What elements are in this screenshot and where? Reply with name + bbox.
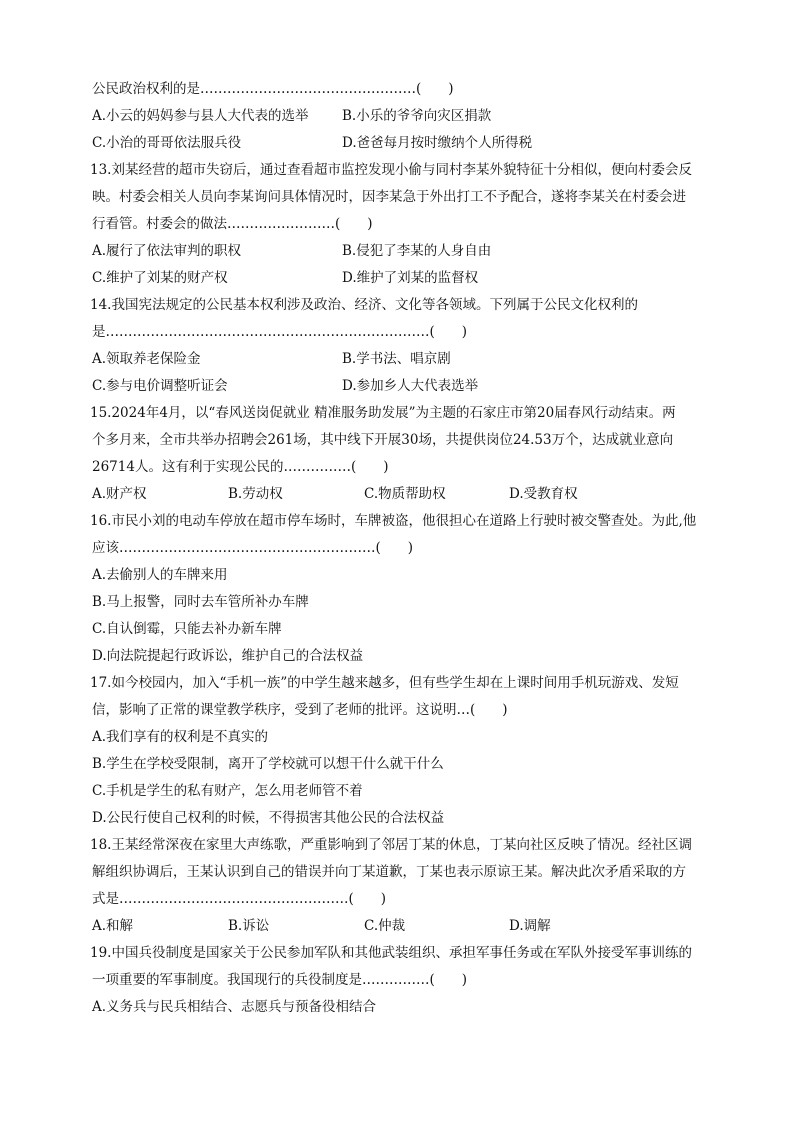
q13-option-d: D.维护了刘某的监督权	[342, 270, 479, 286]
q15-stem-line-3: 26714人。这有利于实现公民的……………( )	[92, 459, 389, 475]
q12-stem: 公民政治权利的是…………………………………………( )	[92, 81, 454, 97]
q17-option-b: B.学生在学校受限制，离开了学校就可以想干什么就干什么	[92, 756, 444, 772]
q13-stem-line-2: 映。村委会相关人员向李某询问具体情况时，因李某急于外出打工不予配合，遂将李某关在村委会进	[92, 189, 686, 205]
q19-stem-line-1: 19.中国兵役制度是国家关于公民参加军队和其他武装组织、承担军事任务或在军队外接受军事训练的	[90, 945, 692, 961]
q15-stem-line-2: 个多月来，全市共举办招聘会261场，其中线下开展30场，共提供岗位24.53万个，达成就业意向	[92, 432, 674, 448]
q19-option-a: A.义务兵与民兵相结合、志愿兵与预备役相结合	[92, 999, 377, 1015]
q18-option-a: A.和解	[92, 918, 134, 934]
q13-stem-line-3: 行看管。村委会的做法……………………( )	[92, 216, 373, 232]
q15-option-b: B.劳动权	[228, 486, 283, 502]
q16-option-d: D.向法院提起行政诉讼，维护自己的合法权益	[92, 648, 364, 664]
q13-stem-line-1: 13.刘某经营的超市失窃后，通过查看超市监控发现小偷与同村李某外貌特征十分相似，便向村委会反	[90, 162, 692, 178]
q14-stem-line-1: 14.我国宪法规定的公民基本权利涉及政治、经济、文化等各领域。下列属于公民文化权利的	[90, 297, 638, 313]
q17-option-c: C.手机是学生的私有财产，怎么用老师管不着	[92, 783, 363, 799]
q14-option-c: C.参与电价调整听证会	[92, 378, 228, 394]
q18-option-b: B.诉讼	[228, 918, 270, 934]
q14-option-b: B.学书法、唱京剧	[342, 351, 451, 367]
q17-option-d: D.公民行使自己权利的时候，不得损害其他公民的合法权益	[92, 810, 445, 826]
q17-option-a: A.我们享有的权利是不真实的	[92, 729, 269, 745]
q17-stem-line-1: 17.如今校园内，加入“手机一族”的中学生越来越多，但有些学生却在上课时间用手机玩游戏、发短	[90, 675, 679, 691]
q16-stem-line-2: 应该…………………………………………………( )	[92, 540, 414, 556]
q19-stem-line-2: 一项重要的军事制度。我国现行的兵役制度是……………( )	[92, 972, 468, 988]
q14-stem-line-2: 是………………………………………………………………( )	[92, 324, 468, 340]
q18-stem-line-3: 式是……………………………………………( )	[92, 891, 387, 907]
q13-option-a: A.履行了依法审判的职权	[92, 243, 242, 259]
q15-option-d: D.受教育权	[509, 486, 578, 502]
q16-stem-line-1: 16.市民小刘的电动车停放在超市停车场时，车牌被盗，他很担心在道路上行驶时被交警查处。为此,他	[90, 513, 697, 529]
q12-option-b: B.小乐的爷爷向灾区捐款	[342, 108, 492, 124]
q17-stem-line-2: 信，影响了正常的课堂教学秩序，受到了老师的批评。这说明…( )	[92, 702, 508, 718]
q16-option-c: C.自认倒霉，只能去补办新车牌	[92, 621, 282, 637]
q18-option-d: D.调解	[509, 918, 551, 934]
q15-stem-line-1: 15.2024年4月，以“春风送岗促就业 精准服务助发展”为主题的石家庄市第20届春风行动结束。两	[90, 405, 676, 421]
q18-option-c: C.仲裁	[364, 918, 406, 934]
q16-option-b: B.马上报警，同时去车管所补办车牌	[92, 594, 309, 610]
q16-option-a: A.去偷别人的车牌来用	[92, 567, 228, 583]
q12-option-c: C.小治的哥哥依法服兵役	[92, 135, 242, 151]
q15-option-c: C.物质帮助权	[364, 486, 446, 502]
q12-option-d: D.爸爸每月按时缴纳个人所得税	[342, 135, 533, 151]
q18-stem-line-1: 18.王某经常深夜在家里大声练歌，严重影响到了邻居丁某的休息，丁某向社区反映了情况。经社区调	[90, 837, 692, 853]
q18-stem-line-2: 解组织协调后，王某认识到自己的错误并向丁某道歉，丁某也表示原谅王某。解决此次矛盾采取的方	[92, 864, 686, 880]
q15-option-a: A.财产权	[92, 486, 147, 502]
q14-option-d: D.参加乡人大代表选举	[342, 378, 479, 394]
q13-option-c: C.维护了刘某的财产权	[92, 270, 228, 286]
q12-option-a: A.小云的妈妈参与县人大代表的选举	[92, 108, 309, 124]
q13-option-b: B.侵犯了李某的人身自由	[342, 243, 492, 259]
q14-option-a: A.领取养老保险金	[92, 351, 201, 367]
